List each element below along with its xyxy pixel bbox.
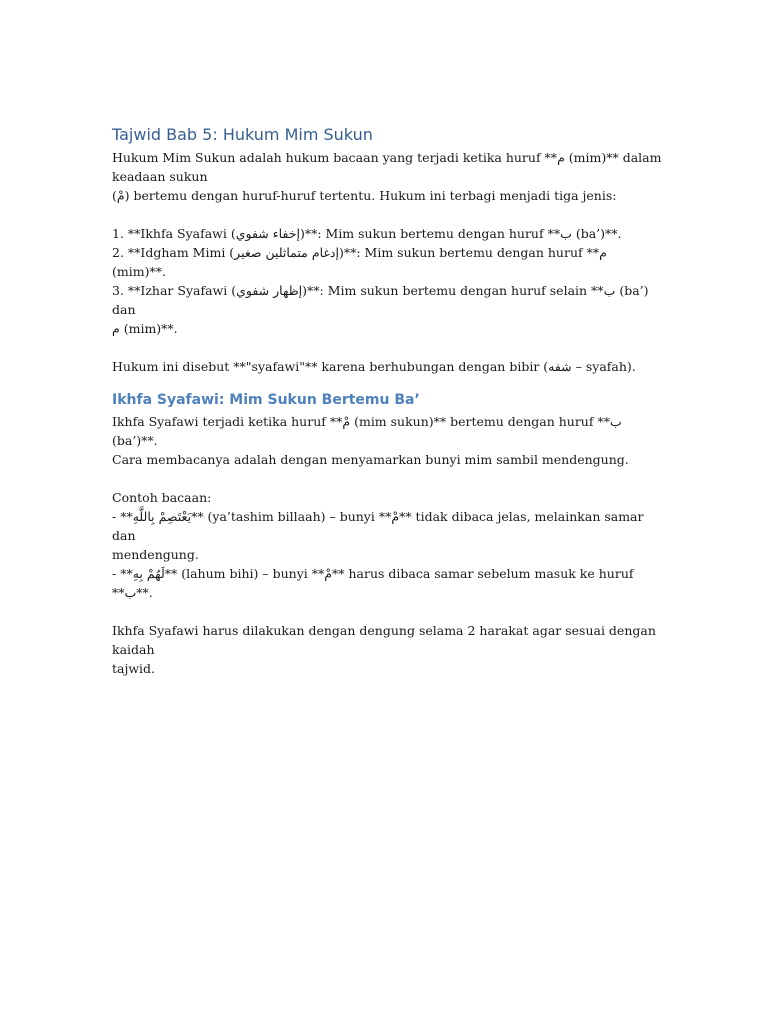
spacer <box>112 602 662 621</box>
spacer <box>112 205 662 224</box>
list-item-izhar: 3. **Izhar Syafawi (إظهار شفوي)**: Mim sukun bertemu dengan huruf selain **ب (ba’) dan <box>112 283 653 317</box>
intro-line-3: (مْ) bertemu dengan huruf-huruf tertentu. Hukum ini terbagi menjadi tiga jenis: <box>112 188 617 203</box>
spacer <box>112 338 662 357</box>
list-item-izhar-cont: م (mim)**. <box>112 321 178 336</box>
list-item-ikhfa: 1. **Ikhfa Syafawi (إخفاء شفوي)**: Mim sukun bertemu dengan huruf **ب (ba’)**. <box>112 226 622 241</box>
closing-line-1: Ikhfa Syafawi harus dilakukan dengan dengung selama 2 harakat agar sesuai dengan kaidah <box>112 623 660 657</box>
document-page <box>112 124 662 678</box>
intro-line-2: keadaan sukun <box>112 169 208 184</box>
syafawi-note: Hukum ini disebut **"syafawi"** karena berhubungan dengan bibir (شفه – syafah). <box>112 359 636 374</box>
examples-label: Contoh bacaan: <box>112 490 212 505</box>
ikhfa-how-to-read: Cara membacanya adalah dengan menyamarkan bunyi mim sambil mendengung. <box>112 452 629 467</box>
spacer <box>112 469 662 488</box>
ikhfa-definition: Ikhfa Syafawi terjadi ketika huruf **مْ (mim sukun)** bertemu dengan huruf **ب (ba’)**. <box>112 414 626 448</box>
closing-line-2: tajwid. <box>112 661 156 676</box>
example-2: - **لَهُمْ بِهِ** (lahum bihi) – bunyi **مْ** harus dibaca samar sebelum masuk ke huruf **ب**. <box>112 566 638 600</box>
example-1-line-1: - **يَعْتَصِمْ بِاللَّهِ** (ya’tashim billaah) – bunyi **مْ** tidak dibaca jelas, melainkan samar dan <box>112 509 648 543</box>
list-item-idgham: 2. **Idgham Mimi (إدغام متماثلين صغير)**: Mim sukun bertemu dengan huruf **م (mim)**. <box>112 245 611 279</box>
intro-line-1: Hukum Mim Sukun adalah hukum bacaan yang terjadi ketika huruf **م (mim)** dalam <box>112 150 662 165</box>
example-1-line-2: mendengung. <box>112 547 199 562</box>
section-title-ikhfa: Ikhfa Syafawi: Mim Sukun Bertemu Ba’ <box>112 392 420 408</box>
document-title: Tajwid Bab 5: Hukum Mim Sukun <box>112 125 373 144</box>
